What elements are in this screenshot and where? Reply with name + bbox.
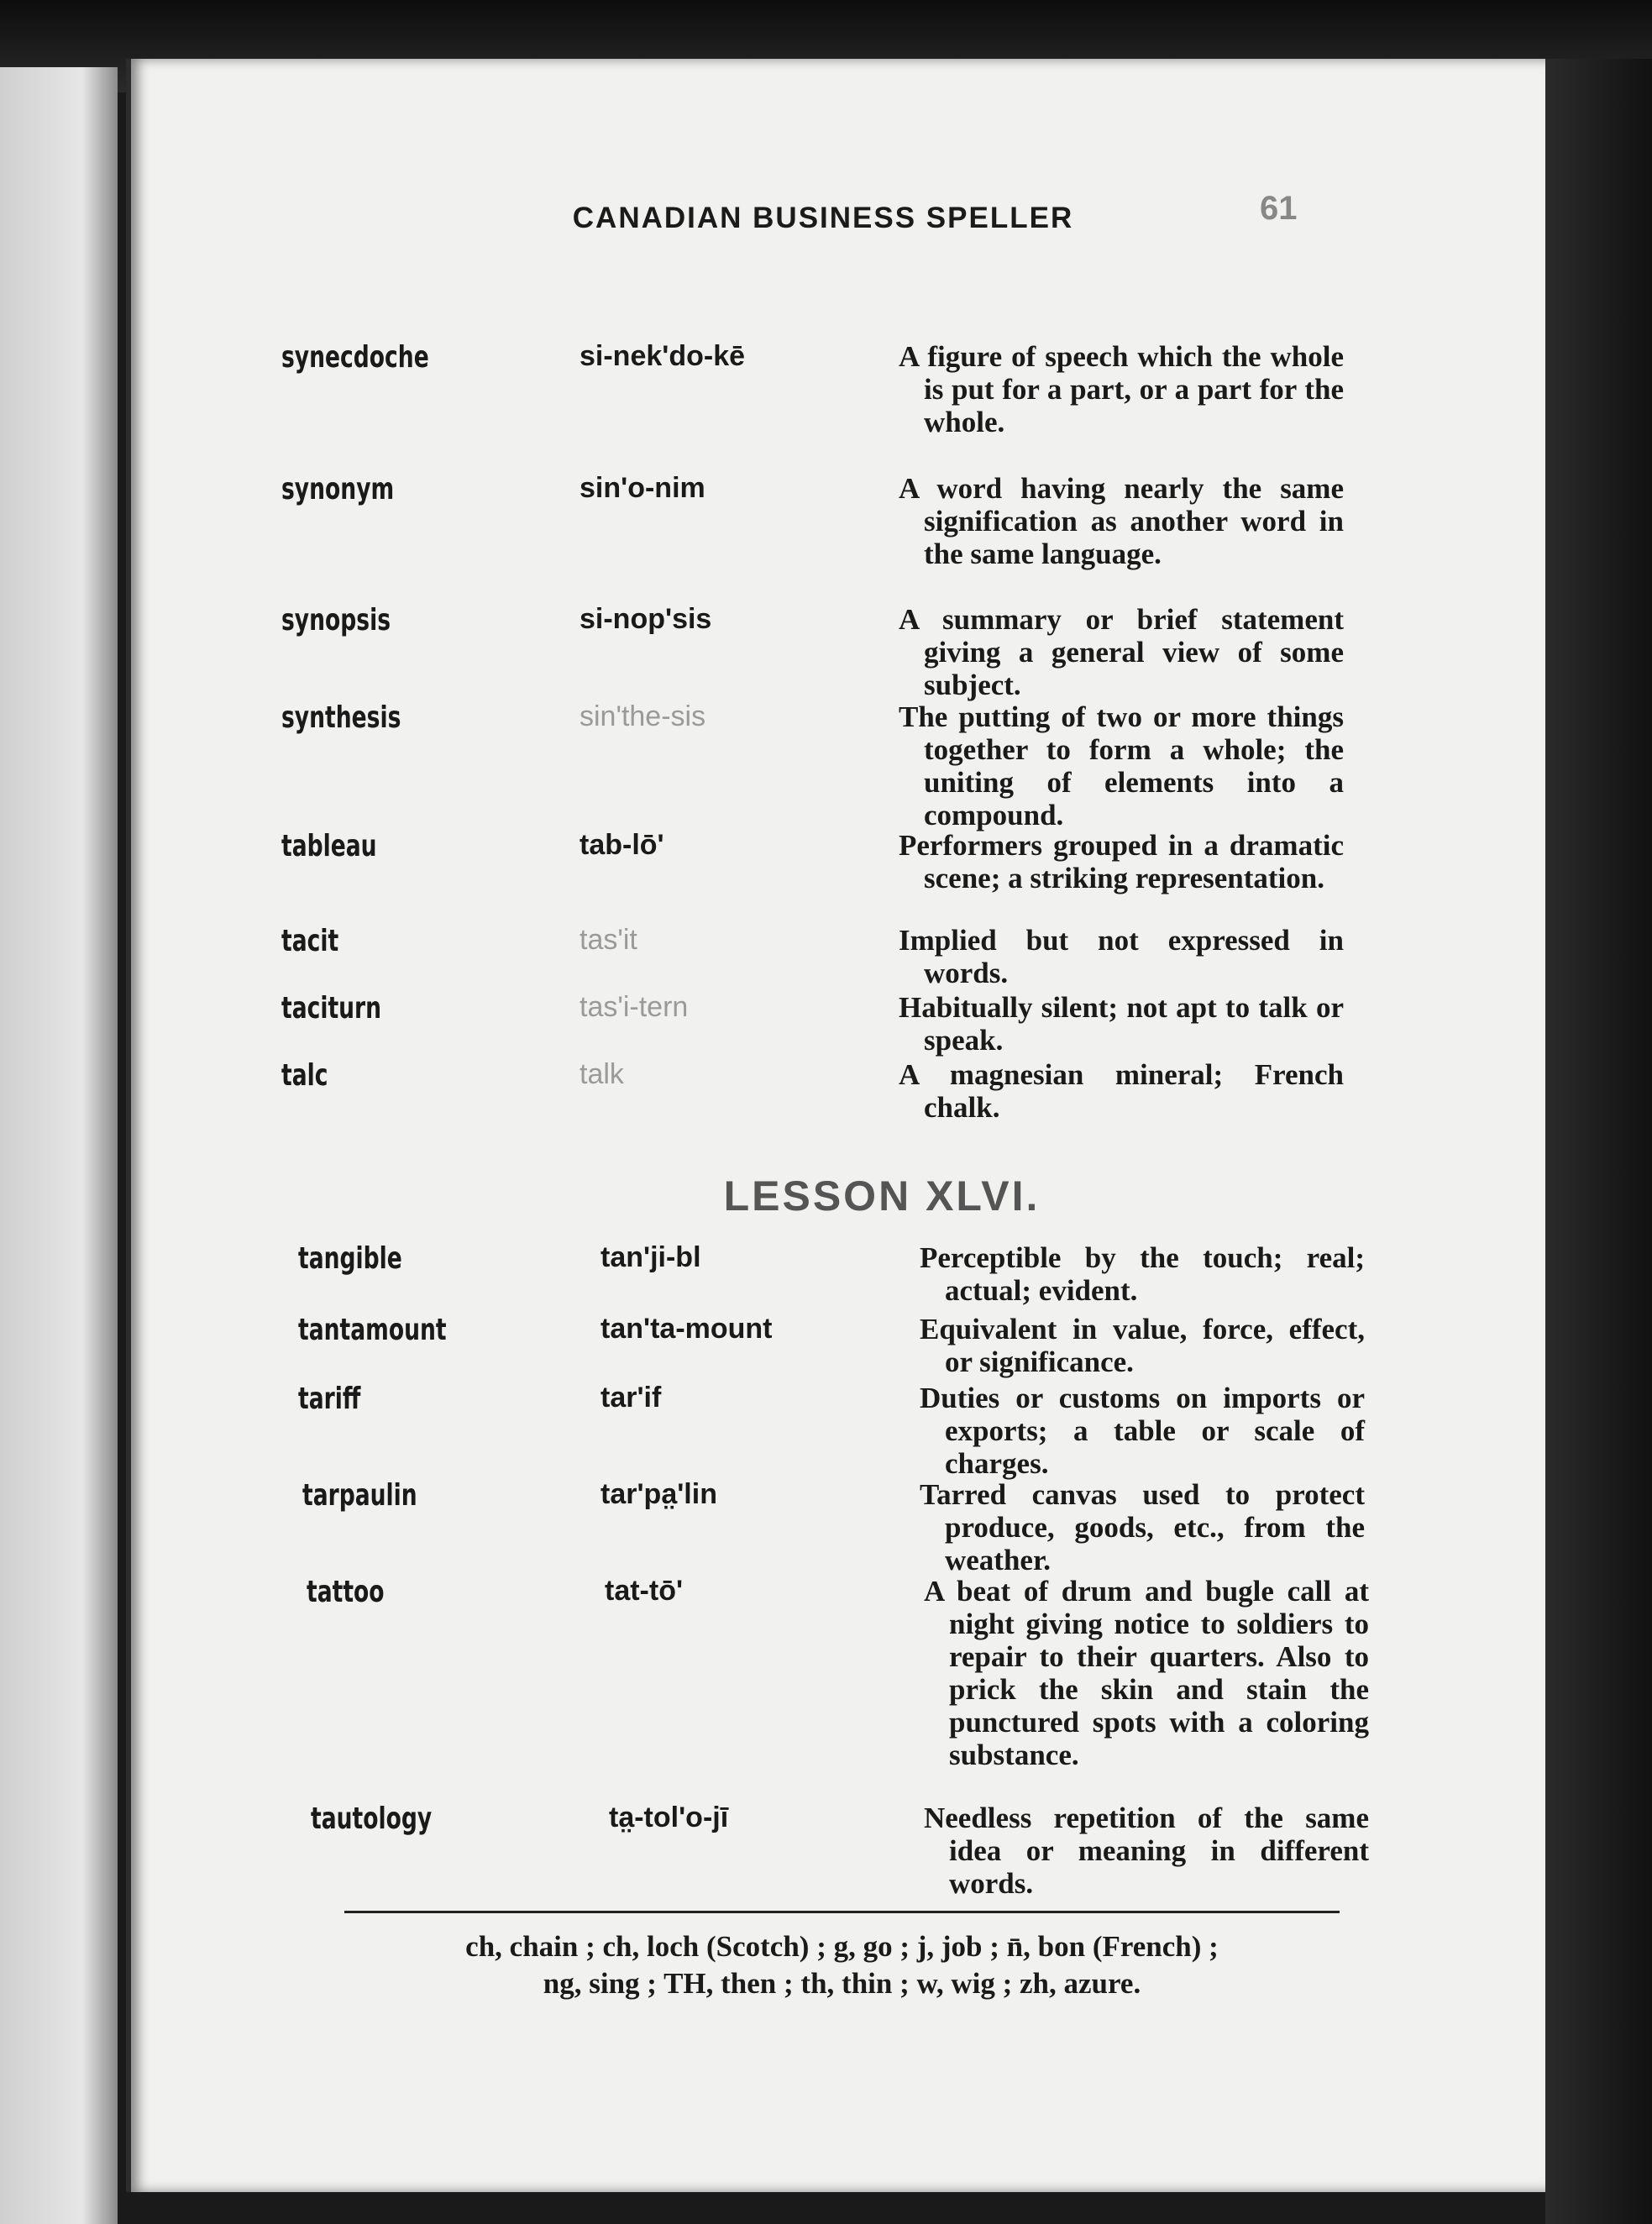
entry-definition: Equivalent in value, force, effect, or significance. <box>920 1313 1365 1378</box>
entry-word: tantamount <box>298 1313 447 1347</box>
entry-pronunciation: talk <box>580 1058 624 1090</box>
entry-definition: Implied but not expressed in words. <box>899 924 1344 989</box>
pronunciation-key-line-1: ch, chain ; ch, loch (Scotch) ; g, go ; j, job ; n̄, bon (French) ; <box>465 1930 1219 1963</box>
entry-pronunciation: si-nek'do-kē <box>580 340 746 372</box>
entry-definition: A word having nearly the same signification as another word in the same language. <box>899 472 1344 570</box>
entry-word: synecdoche <box>281 340 429 375</box>
entry-pronunciation: tar'pa̤'lin <box>600 1478 717 1510</box>
entry-definition: A beat of drum and bugle call at night giving notice to soldiers to repair to their quarters. Also to prick the skin and stain the punctured spots with a coloring substance. <box>924 1575 1369 1771</box>
entry-word: tattoo <box>307 1575 385 1609</box>
entry-word: tautology <box>311 1802 433 1836</box>
facing-page-edge <box>0 67 118 2224</box>
entry-definition: A magnesian mineral; French chalk. <box>899 1058 1344 1124</box>
entry-pronunciation: tan'ji-bl <box>600 1241 701 1273</box>
entry-word: talc <box>281 1058 328 1093</box>
entry-definition: Duties or customs on imports or exports; a table or scale of charges. <box>920 1382 1365 1480</box>
entry-definition: The putting of two or more things together to form a whole; the uniting of elements into a compound. <box>899 700 1344 831</box>
running-header: CANADIAN BUSINESS SPELLER <box>572 202 1074 234</box>
entry-word: tangible <box>298 1241 402 1276</box>
entry-word: synthesis <box>281 700 401 735</box>
page-number: 61 <box>1260 190 1298 227</box>
entry-pronunciation: si-nop'sis <box>580 603 712 635</box>
entry-definition: Perceptible by the touch; real; actual; evident. <box>920 1241 1365 1307</box>
pronunciation-key-line-2: ng, sing ; TH, then ; th, thin ; w, wig ; zh, azure. <box>543 1967 1141 2000</box>
entry-word: tarpaulin <box>302 1478 417 1513</box>
entry-word: taciturn <box>281 991 382 1025</box>
entry-definition: A summary or brief statement giving a general view of some subject. <box>899 603 1344 701</box>
entry-pronunciation: tat-tō' <box>605 1575 684 1607</box>
entry-pronunciation: tas'i-tern <box>580 991 689 1023</box>
entry-definition: A figure of speech which the whole is put for a part, or a part for the whole. <box>899 340 1344 438</box>
entry-word: tacit <box>281 924 339 958</box>
entry-definition: Needless repetition of the same idea or meaning in different words. <box>924 1802 1369 1900</box>
entry-definition: Tarred canvas used to protect produce, goods, etc., from the weather. <box>920 1478 1365 1576</box>
entry-word: synonym <box>281 472 395 506</box>
entry-word: synopsis <box>281 603 391 637</box>
entry-pronunciation: sin'o-nim <box>580 472 705 504</box>
entry-pronunciation: ta̤-tol'o-jī <box>609 1802 729 1833</box>
entry-word: tariff <box>298 1382 361 1416</box>
page-edge-shadow <box>1545 59 1652 2224</box>
lesson-heading: LESSON XLVI. <box>723 1172 1041 1220</box>
entry-pronunciation: tas'it <box>580 924 637 956</box>
entry-pronunciation: sin'the-sis <box>580 700 706 732</box>
entry-pronunciation: tab-lō' <box>580 829 664 861</box>
footer-rule <box>344 1911 1340 1913</box>
entry-pronunciation: tan'ta-mount <box>600 1313 773 1345</box>
entry-definition: Habitually silent; not apt to talk or speak. <box>899 991 1344 1057</box>
entry-definition: Performers grouped in a dramatic scene; a striking representation. <box>899 829 1344 894</box>
entry-word: tableau <box>281 829 377 863</box>
entry-pronunciation: tar'if <box>600 1382 662 1414</box>
